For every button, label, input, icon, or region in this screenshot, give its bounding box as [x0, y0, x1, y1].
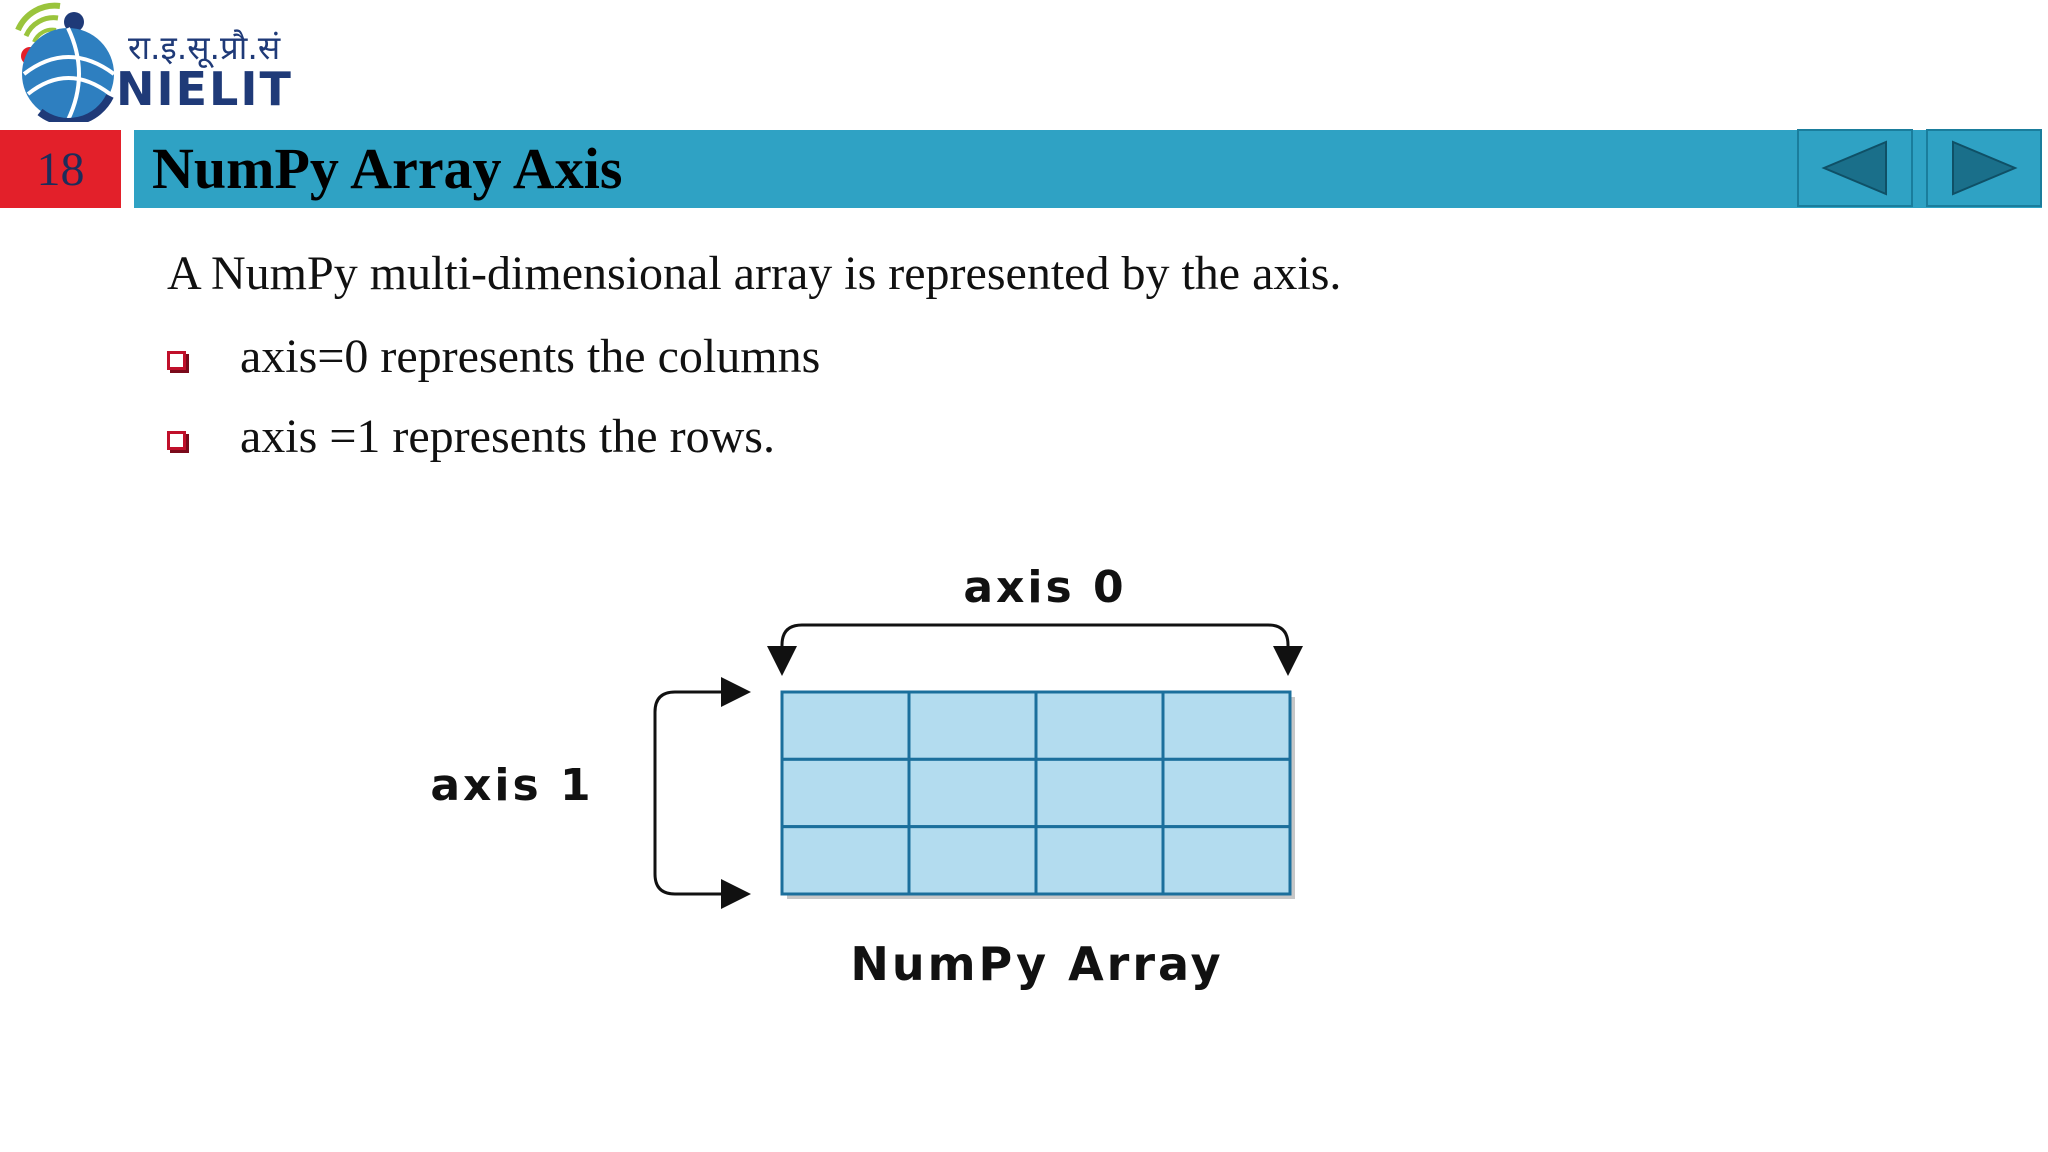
- slide-title: NumPy Array Axis: [152, 136, 623, 201]
- bullet-text: axis=0 represents the columns: [240, 329, 821, 383]
- array-cell: [1163, 759, 1290, 826]
- array-cell: [782, 759, 909, 826]
- logo-hindi-text: रा.इ.सू.प्रौ.सं: [128, 28, 281, 67]
- array-grid: [782, 692, 1290, 894]
- array-cell: [782, 827, 909, 894]
- array-cell: [909, 692, 1036, 759]
- axis1-arrow: [655, 692, 745, 894]
- intro-text: A NumPy multi-dimensional array is represented by the axis.: [167, 247, 1342, 300]
- array-cell: [782, 692, 909, 759]
- logo-wordmark: NIELIT: [116, 62, 293, 116]
- bullet-text: axis =1 represents the rows.: [240, 409, 775, 463]
- array-cell: [1163, 692, 1290, 759]
- array-cell: [909, 827, 1036, 894]
- array-cell: [1036, 827, 1163, 894]
- array-cell: [909, 759, 1036, 826]
- axis0-label: axis 0: [963, 562, 1127, 613]
- axis1-label: axis 1: [430, 760, 594, 811]
- axis0-arrow: [782, 625, 1288, 672]
- diagram-caption: NumPy Array: [850, 937, 1224, 991]
- array-cell: [1036, 759, 1163, 826]
- array-cell: [1036, 692, 1163, 759]
- array-cell: [1163, 827, 1290, 894]
- slide-number: 18: [0, 130, 121, 208]
